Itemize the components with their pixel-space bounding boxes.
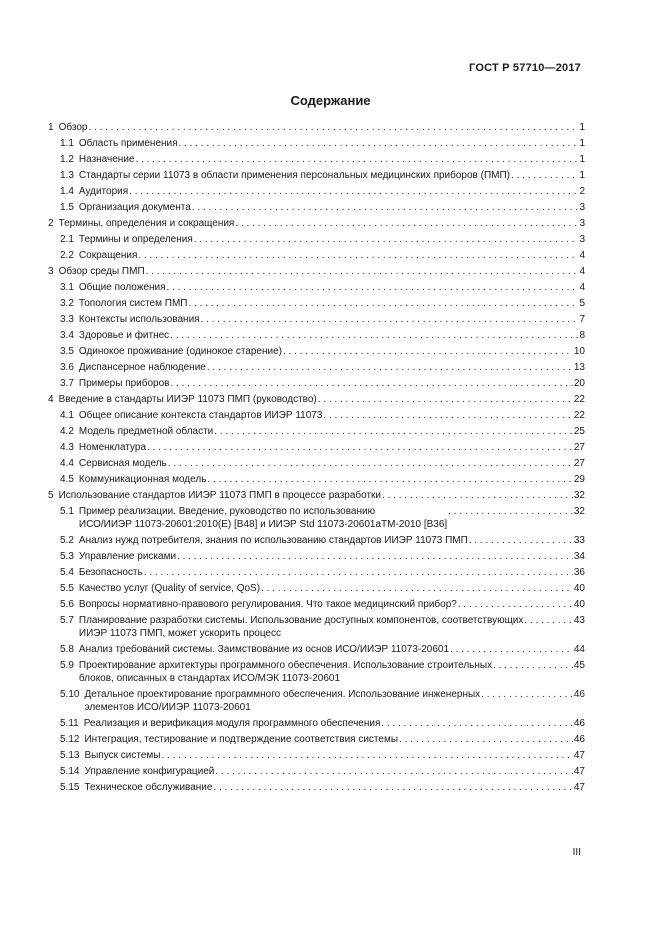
toc-entry-title: Сокращения xyxy=(78,250,138,261)
toc-entry-page: 44 xyxy=(573,644,585,655)
table-of-contents xyxy=(48,121,585,797)
toc-entry-page: 7 xyxy=(579,314,585,325)
toc-entry-page: 2 xyxy=(579,186,585,197)
toc-entry-number: 2 xyxy=(48,218,54,229)
toc-entry[interactable] xyxy=(48,169,585,182)
toc-entry-title: Выпуск системы xyxy=(84,750,161,761)
toc-entry-title: Планирование разработки системы. Использование доступных компонентов, соответствующих ИИЭР 11073 ПМП, может ускорить процесс xyxy=(78,615,524,639)
toc-entry[interactable] xyxy=(48,582,585,595)
toc-entry-title: Качество услуг (Quality of service, QoS) xyxy=(78,583,261,594)
toc-entry-title: Контексты использования xyxy=(78,314,200,325)
toc-entry-page: 46 xyxy=(573,689,585,700)
toc-entry[interactable] xyxy=(48,473,585,486)
toc-entry-number: 2.1 xyxy=(60,234,74,245)
dot-leader xyxy=(215,765,573,778)
toc-entry-number: 1.5 xyxy=(60,202,74,213)
toc-entry[interactable] xyxy=(48,505,585,531)
dot-leader xyxy=(399,733,573,746)
toc-entry-title: Безопасность xyxy=(78,567,143,578)
toc-entry-title: Обзор xyxy=(58,122,88,133)
toc-entry-title: Введение в стандарты ИИЭР 11073 ПМП (руководство) xyxy=(58,394,317,405)
toc-entry[interactable] xyxy=(48,781,585,794)
toc-entry[interactable] xyxy=(48,265,585,278)
toc-entry[interactable] xyxy=(48,489,585,502)
page-number: III xyxy=(572,847,581,858)
dot-leader xyxy=(192,201,579,214)
dot-leader xyxy=(135,153,578,166)
toc-entry-number: 5.11 xyxy=(60,718,79,729)
toc-entry-number: 1.3 xyxy=(60,170,74,181)
toc-entry-title: Управление рисками xyxy=(78,551,177,562)
toc-entry-title: Примеры приборов xyxy=(78,378,170,389)
dot-leader xyxy=(323,409,572,422)
toc-entry-page: 47 xyxy=(573,782,585,793)
toc-entry-page: 43 xyxy=(573,615,585,626)
dot-leader xyxy=(207,473,572,486)
toc-entry-title: Назначение xyxy=(78,154,135,165)
toc-entry-number: 5.15 xyxy=(60,782,80,793)
toc-entry[interactable] xyxy=(48,733,585,746)
toc-entry-page: 33 xyxy=(573,535,585,546)
toc-entry-title: Диспансерное наблюдение xyxy=(78,362,206,373)
toc-entry-page: 20 xyxy=(573,378,585,389)
dot-leader xyxy=(493,659,573,672)
toc-entry-title: Здоровье и фитнес xyxy=(78,330,170,341)
toc-entry-title: Анализ нужд потребителя, знания по использованию стандартов ИИЭР 11073 ПМП xyxy=(78,535,468,546)
toc-entry-title: Аудитория xyxy=(78,186,129,197)
dot-leader xyxy=(450,643,573,656)
toc-entry-title: Одинокое проживание (одинокое старение) xyxy=(78,346,282,357)
toc-entry-number: 5.13 xyxy=(60,750,80,761)
toc-entry[interactable] xyxy=(48,233,585,246)
dot-leader xyxy=(382,489,573,502)
toc-entry-title: Обзор среды ПМП xyxy=(58,266,145,277)
toc-entry-page: 13 xyxy=(573,362,585,373)
toc-entry-number: 3.5 xyxy=(60,346,74,357)
dot-leader xyxy=(261,582,573,595)
dot-leader xyxy=(129,185,578,198)
toc-entry[interactable] xyxy=(48,201,585,214)
toc-entry-page: 36 xyxy=(573,567,585,578)
toc-entry-title: Общее описание контекста стандартов ИИЭР 11073 xyxy=(78,410,323,421)
toc-entry[interactable] xyxy=(48,425,585,438)
toc-entry-number: 4.1 xyxy=(60,410,74,421)
toc-entry-page: 3 xyxy=(579,218,585,229)
dot-leader xyxy=(171,377,573,390)
dot-leader xyxy=(381,717,573,730)
dot-leader xyxy=(235,217,578,230)
toc-entry-title: Общие положения xyxy=(78,282,166,293)
toc-entry-number: 5.3 xyxy=(60,551,74,562)
dot-leader xyxy=(318,393,573,406)
toc-entry-page: 8 xyxy=(579,330,585,341)
toc-entry-title: Пример реализации. Введение, руководство по использованию ИСО/ИИЭР 11073-20601:2010(E) [B48] и ИИЭР Std 11073-20601aTM-2010 [B36] xyxy=(78,506,448,530)
toc-entry[interactable] xyxy=(48,153,585,166)
toc-entry[interactable] xyxy=(48,659,585,685)
toc-entry-title: Термины и определения xyxy=(78,234,193,245)
toc-entry-title: Анализ требований системы. Заимствование из основ ИСО/ИИЭР 11073-20601 xyxy=(78,644,450,655)
toc-entry-number: 5.7 xyxy=(60,615,74,626)
toc-entry[interactable] xyxy=(48,614,585,640)
toc-entry-page: 40 xyxy=(573,583,585,594)
toc-entry[interactable] xyxy=(48,345,585,358)
toc-entry[interactable] xyxy=(48,643,585,656)
toc-entry[interactable] xyxy=(48,598,585,611)
toc-entry-title: Номенклатура xyxy=(78,442,147,453)
toc-entry-title: Управление конфигурацией xyxy=(84,766,215,777)
toc-entry-number: 5.2 xyxy=(60,535,74,546)
toc-entry-number: 5.9 xyxy=(60,660,74,671)
toc-entry-page: 45 xyxy=(573,660,585,671)
toc-entry[interactable] xyxy=(48,313,585,326)
toc-entry[interactable] xyxy=(48,749,585,762)
dot-leader xyxy=(170,329,578,342)
toc-entry[interactable] xyxy=(48,217,585,230)
toc-entry[interactable] xyxy=(48,185,585,198)
dot-leader xyxy=(194,233,579,246)
toc-entry-page: 46 xyxy=(573,734,585,745)
toc-entry-page: 10 xyxy=(573,346,585,357)
dot-leader xyxy=(214,425,573,438)
dot-leader xyxy=(207,361,573,374)
dot-leader xyxy=(524,614,572,627)
toc-entry-number: 5.10 xyxy=(60,689,80,700)
toc-entry-number: 5 xyxy=(48,490,54,501)
toc-entry[interactable] xyxy=(48,457,585,470)
dot-leader xyxy=(177,550,573,563)
toc-entry-title: Коммуникационная модель xyxy=(78,474,207,485)
toc-entry-title: Использование стандартов ИИЭР 11073 ПМП в процессе разработки xyxy=(58,490,382,501)
toc-entry-number: 1.4 xyxy=(60,186,74,197)
toc-entry[interactable] xyxy=(48,688,585,714)
toc-entry-page: 22 xyxy=(573,410,585,421)
toc-entry-number: 3.3 xyxy=(60,314,74,325)
toc-entry-title: Термины, определения и сокращения xyxy=(58,218,235,229)
toc-entry-number: 1 xyxy=(48,122,54,133)
dot-leader xyxy=(469,534,573,547)
toc-entry[interactable] xyxy=(48,281,585,294)
toc-entry-page: 1 xyxy=(579,170,585,181)
document-standard-number: ГОСТ Р 57710—2017 xyxy=(469,62,581,74)
dot-leader xyxy=(481,688,573,701)
dot-leader xyxy=(283,345,573,358)
toc-entry-title: Детальное проектирование программного обеспечения. Использование инженерных элементов ИСО/ИИЭР 11073-20601 xyxy=(84,689,481,713)
toc-entry-page: 47 xyxy=(573,766,585,777)
toc-entry-page: 27 xyxy=(573,442,585,453)
toc-entry-title: Реализация и верификация модуля программного обеспечения xyxy=(83,718,381,729)
toc-entry-page: 3 xyxy=(579,234,585,245)
toc-entry-number: 5.4 xyxy=(60,567,74,578)
toc-entry-number: 4 xyxy=(48,394,54,405)
toc-entry-title: Сервисная модель xyxy=(78,458,167,469)
toc-entry-number: 4.5 xyxy=(60,474,74,485)
toc-entry-title: Область применения xyxy=(78,138,178,149)
dot-leader xyxy=(213,781,572,794)
toc-entry[interactable] xyxy=(48,361,585,374)
toc-entry-title: Топология систем ПМП xyxy=(78,298,188,309)
dot-leader xyxy=(448,505,573,518)
toc-entry-number: 4.3 xyxy=(60,442,74,453)
toc-entry[interactable] xyxy=(48,297,585,310)
toc-entry-page: 4 xyxy=(579,250,585,261)
toc-entry-title: Модель предметной области xyxy=(78,426,214,437)
toc-entry-title: Стандарты серии 11073 в области применения персональных медицинских приборов (ПМП) xyxy=(78,170,511,181)
toc-entry-number: 3.2 xyxy=(60,298,74,309)
toc-entry-page: 3 xyxy=(579,202,585,213)
toc-entry-page: 4 xyxy=(579,266,585,277)
toc-entry-page: 32 xyxy=(573,506,585,517)
dot-leader xyxy=(147,441,573,454)
toc-entry-number: 3.4 xyxy=(60,330,74,341)
toc-entry-title: Проектирование архитектуры программного обеспечения. Использование строительных блоков, описанных в стандартах ИСО/МЭК 11073-20601 xyxy=(78,660,493,684)
toc-entry-page: 22 xyxy=(573,394,585,405)
toc-entry[interactable] xyxy=(48,329,585,342)
dot-leader xyxy=(458,598,573,611)
dot-leader xyxy=(144,566,573,579)
toc-entry-page: 29 xyxy=(573,474,585,485)
toc-entry[interactable] xyxy=(48,534,585,547)
toc-entry[interactable] xyxy=(48,717,585,730)
toc-entry-page: 1 xyxy=(579,154,585,165)
dot-leader xyxy=(161,749,572,762)
dot-leader xyxy=(511,169,578,182)
dot-leader xyxy=(167,281,579,294)
toc-entry-title: Техническое обслуживание xyxy=(84,782,213,793)
dot-leader xyxy=(201,313,579,326)
toc-entry[interactable] xyxy=(48,409,585,422)
toc-entry-number: 4.4 xyxy=(60,458,74,469)
toc-entry-number: 3.7 xyxy=(60,378,74,389)
toc-entry-number: 4.2 xyxy=(60,426,74,437)
toc-entry-number: 5.14 xyxy=(60,766,80,777)
toc-entry[interactable] xyxy=(48,393,585,406)
toc-entry-number: 1.1 xyxy=(60,138,74,149)
toc-entry-number: 3 xyxy=(48,266,54,277)
toc-entry-page: 32 xyxy=(573,490,585,501)
toc-entry-page: 46 xyxy=(573,718,585,729)
toc-entry-number: 5.5 xyxy=(60,583,74,594)
toc-entry[interactable] xyxy=(48,550,585,563)
toc-entry-number: 2.2 xyxy=(60,250,74,261)
toc-entry-number: 5.6 xyxy=(60,599,74,610)
toc-entry[interactable] xyxy=(48,566,585,579)
dot-leader xyxy=(146,265,579,278)
toc-entry-number: 5.1 xyxy=(60,506,74,517)
toc-entry-page: 34 xyxy=(573,551,585,562)
toc-entry-page: 25 xyxy=(573,426,585,437)
toc-entry[interactable] xyxy=(48,441,585,454)
toc-entry-page: 5 xyxy=(579,298,585,309)
toc-entry-page: 47 xyxy=(573,750,585,761)
toc-entry[interactable] xyxy=(48,765,585,778)
dot-leader xyxy=(138,249,578,262)
toc-entry[interactable] xyxy=(48,121,585,134)
toc-entry[interactable] xyxy=(48,137,585,150)
toc-entry[interactable] xyxy=(48,249,585,262)
toc-entry-page: 1 xyxy=(579,138,585,149)
dot-leader xyxy=(188,297,578,310)
toc-entry-number: 1.2 xyxy=(60,154,74,165)
toc-entry-number: 5.12 xyxy=(60,734,80,745)
dot-leader xyxy=(88,121,578,134)
toc-entry-number: 3.1 xyxy=(60,282,74,293)
page-title: Содержание xyxy=(290,93,371,108)
toc-entry-page: 27 xyxy=(573,458,585,469)
dot-leader xyxy=(179,137,579,150)
toc-entry[interactable] xyxy=(48,377,585,390)
toc-entry-number: 3.6 xyxy=(60,362,74,373)
toc-entry-title: Организация документа xyxy=(78,202,191,213)
toc-entry-number: 5.8 xyxy=(60,644,74,655)
toc-entry-page: 1 xyxy=(579,122,585,133)
toc-entry-title: Вопросы нормативно-правового регулирования. Что такое медицинский прибор? xyxy=(78,599,457,610)
toc-entry-page: 4 xyxy=(579,282,585,293)
dot-leader xyxy=(168,457,573,470)
toc-entry-title: Интеграция, тестирование и подтверждение соответствия системы xyxy=(84,734,399,745)
toc-entry-page: 40 xyxy=(573,599,585,610)
